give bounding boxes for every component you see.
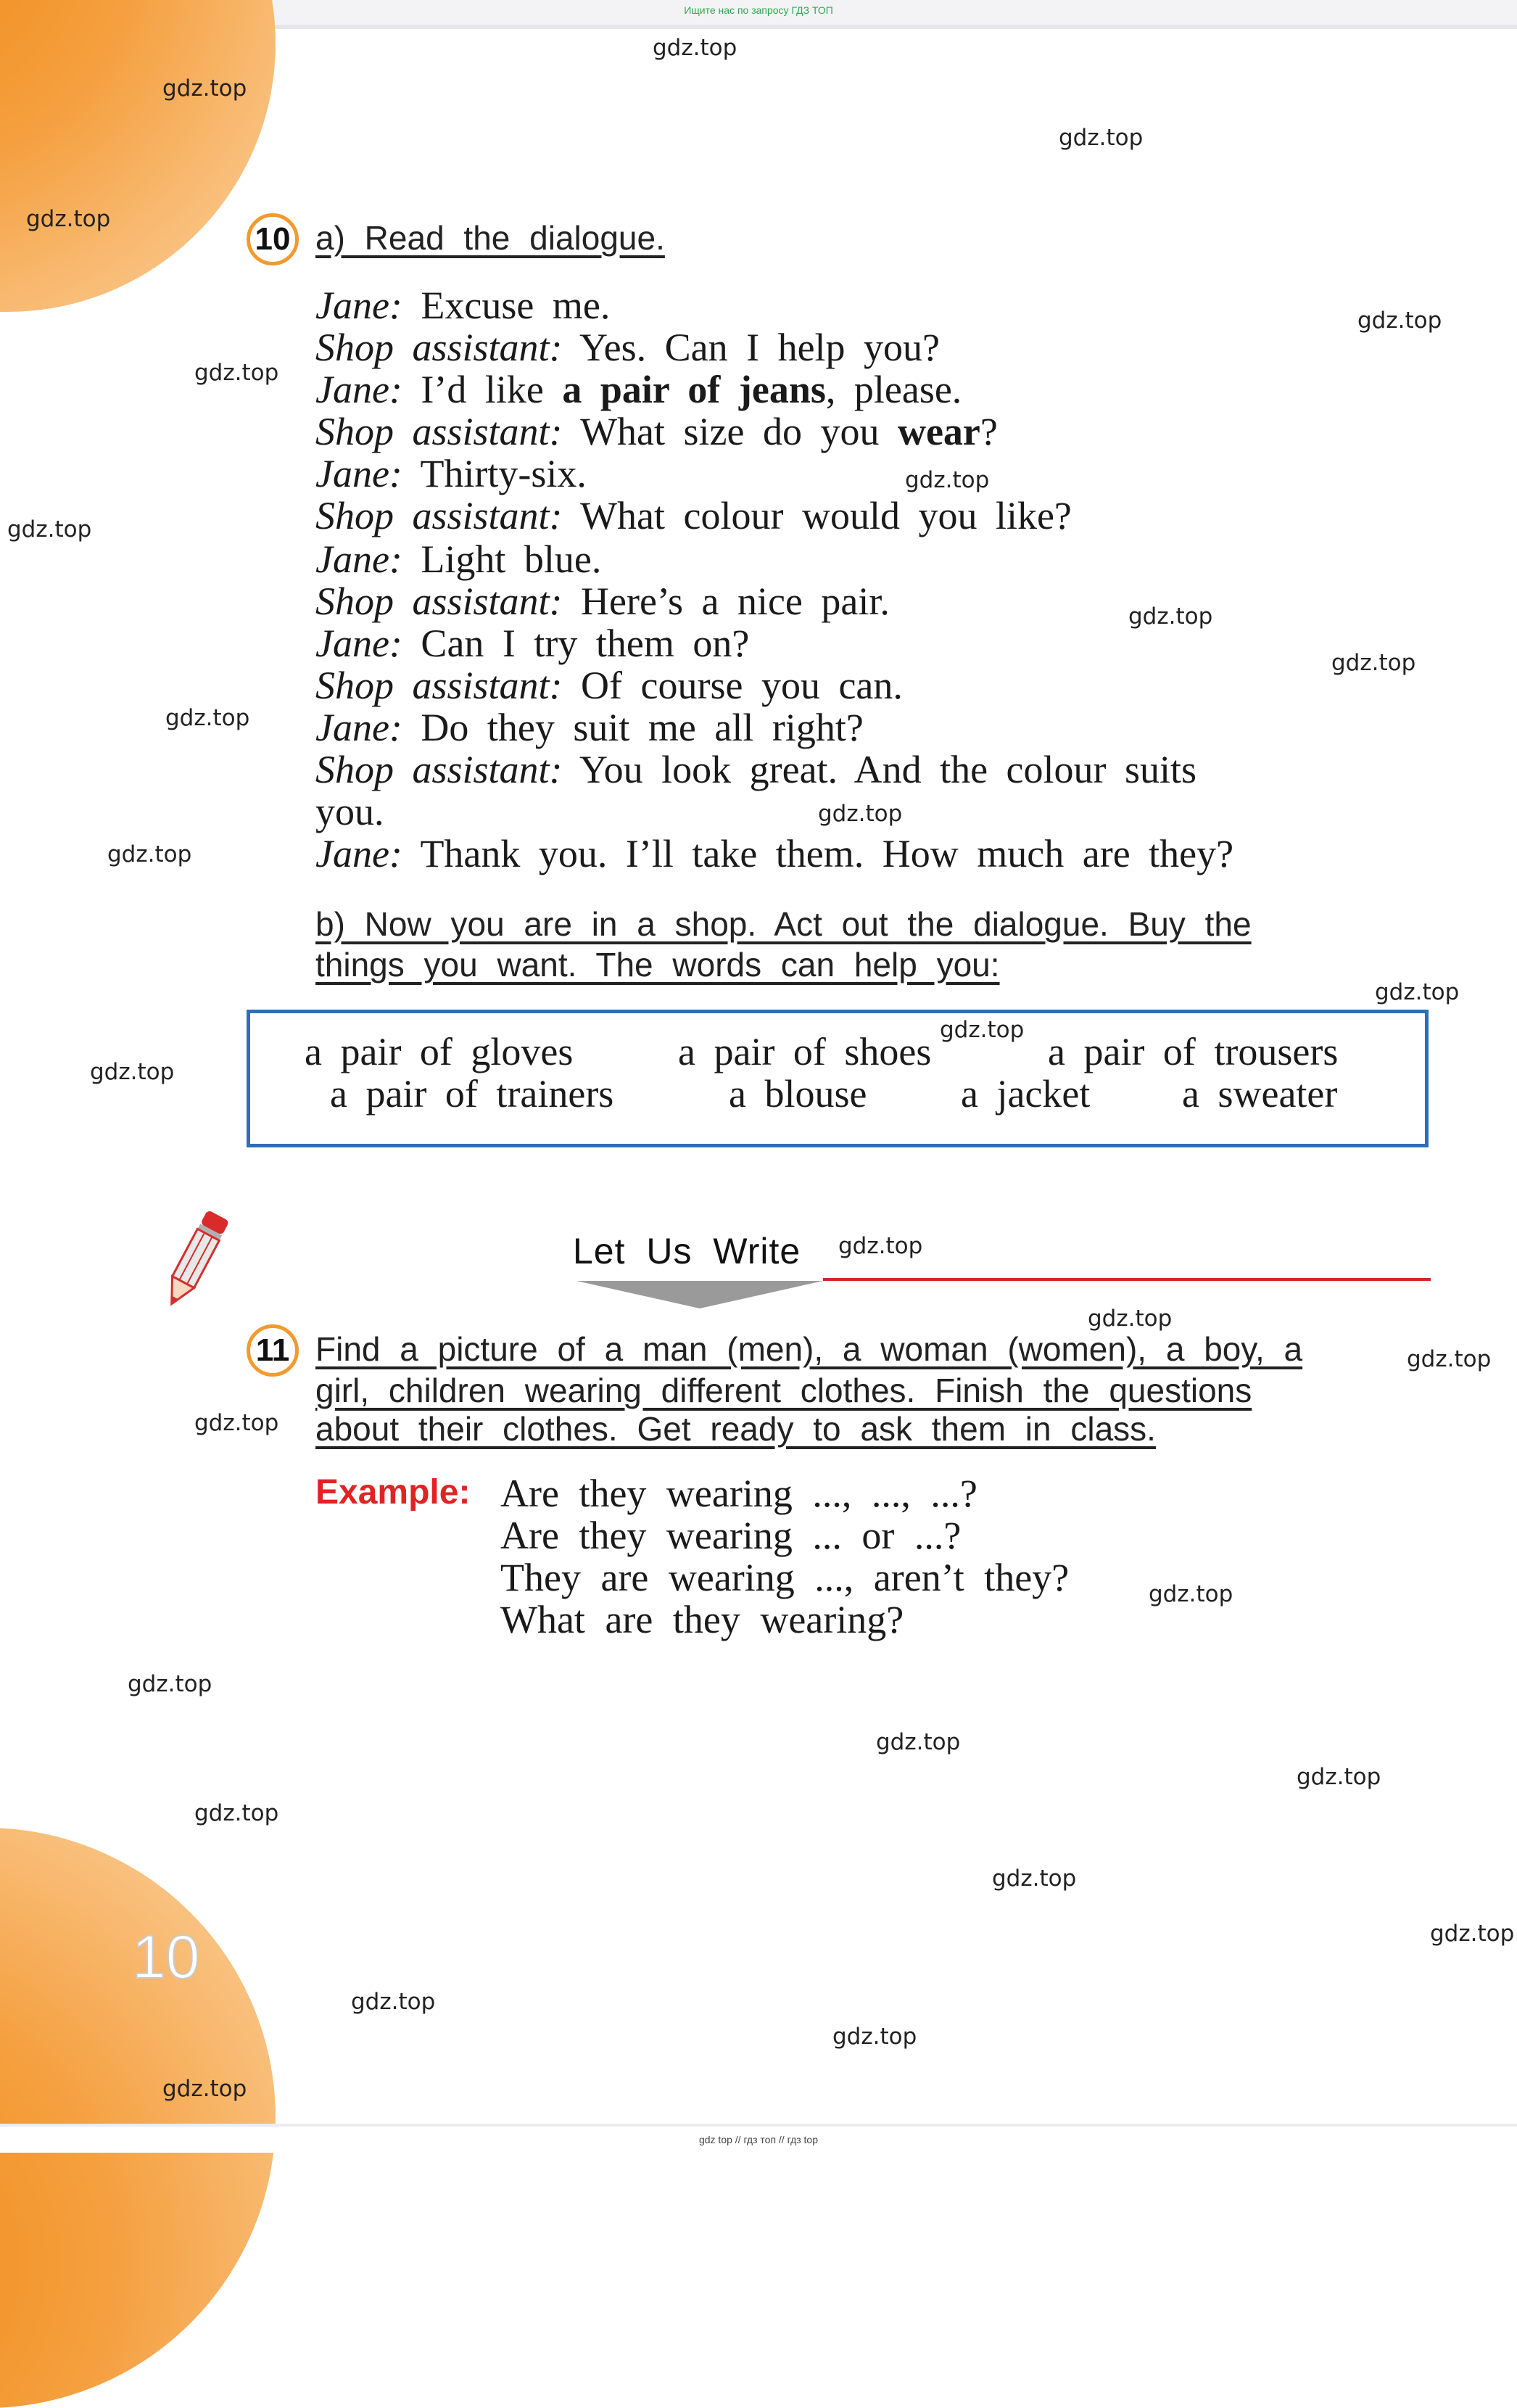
watermark: gdz.top — [90, 1059, 175, 1085]
watermark: gdz.top — [1088, 1306, 1173, 1332]
example-line: They are wearing ..., aren’t they? — [500, 1556, 1070, 1599]
dialogue-speaker: Shop assistant: — [315, 580, 563, 623]
watermark: gdz.top — [876, 1729, 961, 1755]
dialogue-speaker: Jane: — [315, 537, 402, 581]
word-box-item: a blouse — [729, 1072, 867, 1116]
exercise-10-part-b-instruction-line2: things you want. The words can help you: — [315, 946, 1000, 984]
dialogue-text: What size do you — [562, 410, 898, 453]
watermark: gdz.top — [832, 2024, 917, 2050]
dialogue-text: You look great. And the colour suits — [562, 748, 1197, 791]
dialogue-speaker: Jane: — [315, 452, 402, 495]
watermark: gdz.top — [1357, 308, 1442, 334]
orange-corner-decoration-bottom — [0, 1828, 276, 2408]
section-title: Let Us Write — [573, 1231, 801, 1271]
dialogue-text: Thank you. I’ll take them. How much are they? — [402, 832, 1234, 875]
word-box-item: a sweater — [1182, 1072, 1338, 1116]
example-line: Are they wearing ..., ..., ...? — [500, 1472, 977, 1515]
dialogue-text: Do they suit me all right? — [402, 706, 864, 749]
dialogue-text: I’d like — [402, 368, 563, 411]
dialogue-speaker: Jane: — [315, 284, 402, 327]
exercise-10-part-b-instruction-line1: b) Now you are in a shop. Act out the dialogue. Buy the — [315, 905, 1252, 943]
dialogue-line — [315, 747, 1196, 792]
watermark: gdz.top — [1375, 979, 1460, 1005]
dialogue-line — [315, 283, 610, 328]
word-box-item: a pair of trousers — [1048, 1030, 1339, 1073]
dialogue-line — [315, 831, 1233, 876]
exercise-11-badge: 11 — [247, 1324, 299, 1377]
watermark: gdz.top — [1407, 1346, 1492, 1372]
word-box-item: a jacket — [961, 1072, 1091, 1116]
watermark: gdz.top — [165, 705, 250, 731]
dialogue-line — [315, 789, 384, 834]
exercise-10-part-a-instruction: a) Read the dialogue. — [315, 219, 665, 257]
watermark: gdz.top — [818, 801, 903, 827]
dialogue-line — [315, 705, 864, 750]
watermark: gdz.top — [162, 75, 247, 102]
watermark: gdz.top — [653, 35, 737, 61]
exercise-11-instruction-line: about their clothes. Get ready to ask them in class. — [315, 1410, 1156, 1448]
watermark: gdz.top — [838, 1233, 923, 1259]
watermark: gdz.top — [1331, 650, 1416, 676]
word-box-item: a pair of trainers — [330, 1072, 614, 1116]
exercise-11-instruction-line: Find a picture of a man (men), a woman (women), a boy, a — [315, 1330, 1303, 1368]
watermark: gdz.top — [194, 1800, 279, 1826]
orange-corner-decoration-top — [0, 0, 276, 312]
word-box — [247, 1010, 1429, 1147]
watermark: gdz.top — [1149, 1581, 1233, 1607]
exercise-10-badge: 10 — [247, 213, 299, 265]
bottom-banner — [0, 2124, 1517, 2153]
dialogue-text: Thirty-six. — [402, 452, 587, 495]
dialogue-text: , please. — [825, 368, 962, 411]
dialogue-line — [315, 663, 903, 708]
dialogue-speaker: Jane: — [315, 622, 402, 665]
example-label: Example: — [315, 1473, 471, 1512]
dialogue-line — [315, 367, 962, 412]
pencil-icon — [156, 1204, 236, 1313]
watermark: gdz.top — [194, 360, 279, 386]
dialogue-speaker: Jane: — [315, 832, 402, 875]
bottom-banner-text: gdz top // гдз топ // гдз top — [698, 2134, 819, 2145]
watermark: gdz.top — [1297, 1764, 1381, 1790]
dialogue-speaker: Jane: — [315, 368, 402, 411]
dialogue-speaker: Jane: — [315, 706, 402, 749]
dialogue-text: Of course you can. — [562, 664, 903, 707]
watermark: gdz.top — [351, 1989, 436, 2015]
dialogue-text: ? — [980, 410, 998, 453]
watermark: gdz.top — [7, 516, 92, 543]
watermark: gdz.top — [905, 467, 990, 493]
watermark: gdz.top — [1128, 603, 1213, 630]
dialogue-text: What colour would you like? — [562, 494, 1072, 537]
dialogue-line — [315, 451, 587, 496]
section-arrow-decoration — [576, 1281, 823, 1308]
top-banner-text: Ищите нас по запросу ГДЗ ТОП — [684, 4, 833, 16]
dialogue-line — [315, 537, 601, 582]
dialogue-key-phrase: wear — [897, 410, 980, 453]
watermark: gdz.top — [107, 841, 192, 867]
watermark: gdz.top — [992, 1865, 1077, 1892]
dialogue-text: Excuse me. — [402, 284, 611, 327]
dialogue-speaker: Shop assistant: — [315, 664, 563, 707]
exercise-11-instruction-line: girl, children wearing different clothes. Finish the questions — [315, 1372, 1252, 1409]
dialogue-key-phrase: a pair of jeans — [562, 368, 826, 411]
watermark: gdz.top — [1059, 125, 1144, 151]
dialogue-line — [315, 621, 749, 666]
dialogue-speaker: Shop assistant: — [315, 326, 563, 369]
dialogue-line — [315, 579, 890, 624]
dialogue-text: Here’s a nice pair. — [562, 580, 890, 623]
example-line: Are they wearing ... or ...? — [500, 1514, 962, 1557]
dialogue-line — [315, 325, 940, 370]
watermark: gdz.top — [128, 1671, 212, 1697]
dialogue-line — [315, 493, 1072, 538]
watermark: gdz.top — [940, 1017, 1025, 1043]
page-number: 10 — [132, 1923, 200, 1991]
dialogue-text: you. — [315, 790, 384, 833]
word-box-item: a pair of gloves — [305, 1030, 574, 1073]
word-box-item: a pair of shoes — [678, 1030, 932, 1073]
section-divider — [823, 1278, 1431, 1281]
watermark: gdz.top — [194, 1410, 279, 1436]
watermark: gdz.top — [26, 206, 111, 232]
dialogue-line — [315, 409, 998, 454]
dialogue-text: Can I try them on? — [402, 622, 750, 665]
dialogue-text: Light blue. — [402, 537, 602, 581]
watermark: gdz.top — [162, 2076, 247, 2102]
dialogue-speaker: Shop assistant: — [315, 748, 563, 791]
example-line: What are they wearing? — [500, 1598, 904, 1641]
dialogue-text: Yes. Can I help you? — [562, 326, 941, 369]
dialogue-speaker: Shop assistant: — [315, 494, 563, 537]
dialogue-speaker: Shop assistant: — [315, 410, 563, 453]
watermark: gdz.top — [1430, 1921, 1515, 1947]
